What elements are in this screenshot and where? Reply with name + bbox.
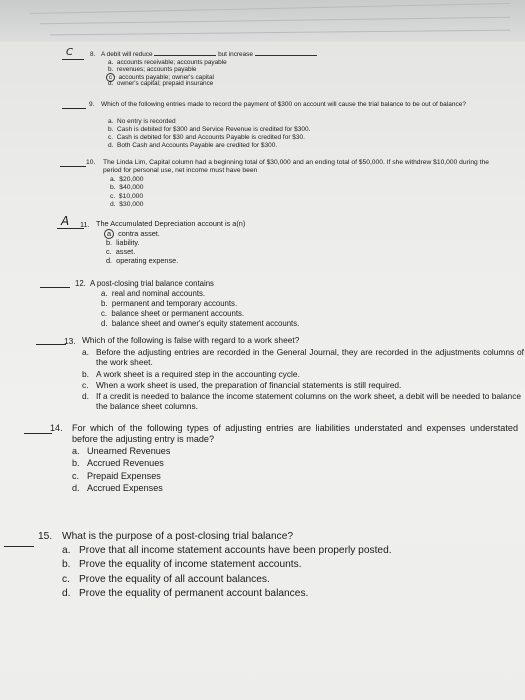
question-number: 8. [90,51,96,58]
question-number: 9. [89,101,95,108]
answer-blank[interactable] [36,343,66,345]
answer-blank[interactable] [62,107,86,109]
option-c: c. $10,000 [110,193,144,200]
option-a: a. Prove that all income statement accounts have been properly posted. [62,545,392,556]
answer-blank[interactable] [24,432,52,434]
option-b: b. Accrued Revenues [72,458,164,468]
option-c: c. When a work sheet is used, the preparation of financial statements is still required. [82,380,402,390]
option-c: c. Prove the equality of all account balances. [62,574,270,585]
option-a: a. accounts receivable; accounts payable [108,59,227,66]
question-stem [101,51,317,59]
option-a: a contra asset. [104,229,160,239]
question-number: 12. [75,279,86,288]
option-d: d. $30,000 [110,201,144,208]
option-c: c. asset. [106,247,136,256]
stem-part-a: A debit will reduce [101,51,153,58]
question-stem: The Accumulated Depreciation account is a(n) [96,219,246,228]
option-c: c. balance sheet or permanent accounts. [101,309,245,318]
circled-choice: a [104,229,114,239]
question-stem: Which of the following entries made to record the payment of $300 on account will cause the trial balance to be out of balance? [101,101,466,108]
option-c: c. Prepaid Expenses [72,471,161,481]
option-d: d. owner's capital; prepaid insurance [108,80,214,87]
question-number: 15. [38,531,53,542]
option-b: b. permanent and temporary accounts. [101,299,238,308]
option-b: b. liability. [106,238,140,247]
option-c: c accounts payable; owner's capital [106,73,214,82]
question-stem: A post-closing trial balance contains [90,279,214,288]
option-a: a. No entry is recorded [108,118,176,125]
option-b: b. revenues; accounts payable [108,66,197,73]
question-number: 13. [64,336,76,346]
option-d: d. Prove the equality of permanent account balances. [62,588,309,599]
question-number: 11. [80,220,90,229]
option-b: b. $40,000 [110,184,144,191]
answer-blank[interactable] [4,545,34,547]
answer-blank[interactable] [40,286,70,288]
option-c: c. Cash is debited for $30 and Accounts Payable is credited for $30. [108,134,305,141]
question-stem: The Linda Lim, Capital column had a beginning total of $30,000 and an ending total of $50,000. If she withdrew $10,000 during the period for personal use, net income must have been [103,159,489,174]
answer-blank[interactable] [60,165,86,167]
option-b: b. Prove the equality of income statement accounts. [62,559,302,570]
fill-blank [255,55,317,56]
option-d: d. Both Cash and Accounts Payable are credited for $300. [108,142,278,149]
question-stem: Which of the following is false with regard to a work sheet? [82,335,300,345]
option-b: b. Cash is debited for $300 and Service Revenue is credited for $300. [108,126,311,133]
question-stem: For which of the following types of adjusting entries are liabilities understated and expenses understated before the adjusting entry is made? [72,423,518,444]
option-d: d. operating expense. [106,256,179,265]
option-d: d. If a credit is needed to balance the income statement columns on the work sheet, a debit will be needed to balance the balance sheet columns. [82,391,522,412]
question-stem: What is the purpose of a post-closing trial balance? [62,531,294,542]
fill-blank [154,55,216,56]
handwritten-answer: C [66,47,73,58]
question-number: 10. [86,159,96,166]
answer-blank[interactable] [62,58,84,60]
stem-part-b: but increase [218,51,253,58]
option-d: d. balance sheet and owner's equity statement accounts. [101,319,300,328]
circled-choice: c [106,73,115,82]
question-number: 14. [50,423,63,433]
option-a: a. $20,000 [110,176,144,183]
option-a: a. Before the adjusting entries are recorded in the General Journal, they are recorded in the adjustments columns of the work sheet. [82,347,524,368]
option-a: a. real and nominal accounts. [101,289,206,298]
option-d: d. Accrued Expenses [72,483,163,493]
handwritten-answer: A [61,214,70,228]
option-b: b. A work sheet is a required step in the accounting cycle. [82,369,300,379]
option-a: a. Unearned Revenues [72,446,171,456]
